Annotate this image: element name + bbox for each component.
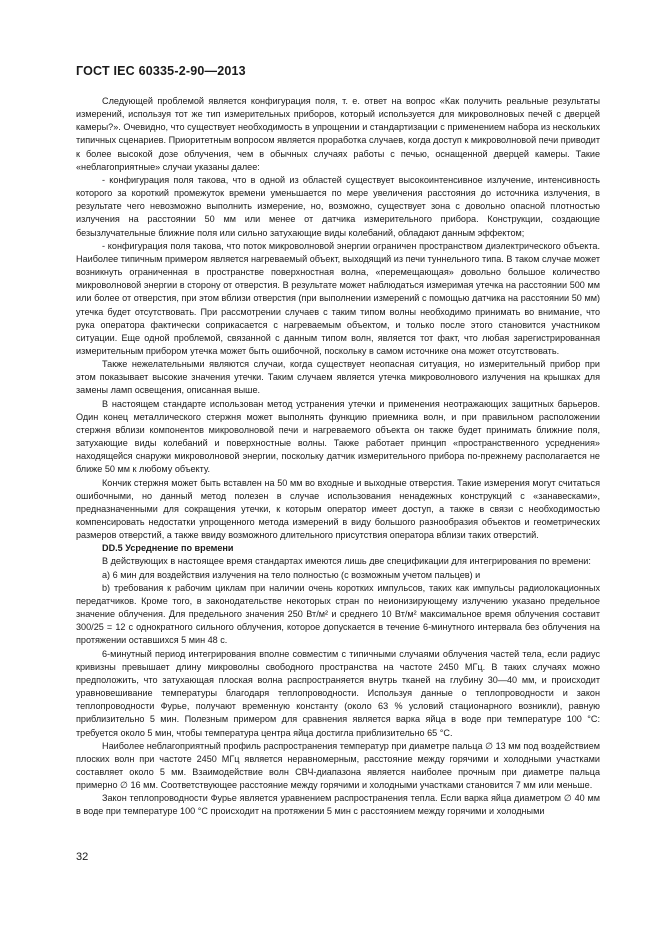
list-item: b) требования к рабочим циклам при наличии очень коротких импульсов, таких как импульсы радиолокационных передатчиков. Кроме того, в законодательстве некоторых стран по неионизирующему излучению указано предельное значение облучения. Для предельного значения 250 Вт/м² и среднего 10 Вт/м² максимальное время облучения составит 300/25 = 12 с однократного сильного облучения, которое допускается в течение 6-минутного интервала без облучения на протяжении оставшихся 5 мин 48 с. — [76, 582, 600, 646]
document-body — [76, 95, 600, 819]
section-heading: DD.5 Усреднение по времени — [102, 543, 234, 554]
paragraph: Также нежелательными являются случаи, когда существует неопасная ситуация, но измерительный прибор при этом показывает высокие значения утечки. Таким случаем является утечка микроволнового излучения на крышках для замены ламп освещения, описанная выше. — [76, 359, 600, 396]
paragraph: Закон теплопроводности Фурье является уравнением распространения тепла. Если варка яйца диаметром ∅ 40 мм в воде при температуре 100 °С происходит на протяжении 5 мин с расстоянием между горячими и холодными — [76, 793, 600, 817]
page-number: 32 — [76, 851, 89, 863]
paragraph: 6-минутный период интегрирования вполне совместим с типичными случаями облучения частей тела, если радиус кривизны превышает длину микроволны свободного пространства на частоте 2450 МГц. В таких случаях можно предположить, что затухающая плоская волна распространяется внутрь тканей на глубину 30—40 мм, и происходит уравновешивание температуры благодаря теплопроводности. Используя данные о теплопроводности и закон теплопроводности Фурье, получают временную константу (около 63 % условий стационарного возникли), равную приблизительно 5 мин. Полезным примером для сравнения является варка яйца в воде при температуре 100 °С: требуется около 5 мин, чтобы температура центра яйца достигла приблизительно 65 °С. — [76, 648, 600, 738]
paragraph: В настоящем стандарте использован метод устранения утечки и применения неотражающих защитных барьеров. Один конец металлического стержня может выполнять функцию приемника волн, и при правильном расположении стержня вблизи компонентов микроволновой печи и нагреваемого объекта он также будет принимать ближние поля, затухающие виды колебаний и поверхностные волны. Также работает принцип «пространственного усреднения» находящейся снаружи микроволновой энергии, поскольку датчик измерительного прибора по-прежнему располагается не ближе 50 мм к любому объекту. — [76, 398, 600, 475]
list-item: а) 6 мин для воздействия излучения на тело полностью (с возможным учетом пальцев) и — [102, 569, 481, 580]
document-header: ГОСТ IEC 60335-2-90—2013 — [76, 64, 246, 78]
paragraph: Следующей проблемой является конфигурация поля, т. е. ответ на вопрос «Как получить реальные результаты измерений, используя тот же тип измерительных приборов, который используется для микроволновых печей с дверцей камеры?». Очевидно, что существует необходимость в упрощении и стандартизации с применением набора из нескольких типичных сценариев. Приоритетным вопросом является проработка случаев, когда доступ к микроволновой печи приводит к более высокой дозе облучения, чем в обычных случаях работы с печью, оснащенной дверцей камеры. Такие «неблагоприятные» случаи указаны далее: — [76, 96, 600, 172]
paragraph: В действующих в настоящее время стандартах имеются лишь две спецификации для интегрирования по времени: — [102, 556, 591, 567]
list-item: - конфигурация поля такова, что поток микроволновой энергии ограничен пространством диэлектрического объекта. Наиболее типичным примером является нагреваемый объект, выходящий из печи туннельного типа. В таком случае может возникнуть ограниченная в пространстве поверхностная волна, «перемещающая» довольно большое количество микроволновой энергии в сторону от отверстия. В результате может наблюдаться измеримая утечка на расстоянии 500 мм или более от отверстия, при этом вблизи отверстия (при выполнении измерений с помощью датчика на расстоянии 50 мм) утечка будет отсутствовать. При рассмотрении случаев с таким типом волны необходимо принимать во внимание, что рука оператора фактически соприкасается с нагреваемым объектом, и только после этого становится участником ситуации. Еще одной проблемой, связанной с данным типом волн, является тот факт, что любая зарегистрированная измерительным прибором утечка может быть ошибочной, поскольку в самом источнике она может отсутствовать. — [76, 240, 600, 356]
paragraph: Кончик стержня может быть вставлен на 50 мм во входные и выходные отверстия. Такие измерения могут считаться ошибочными, но данный метод полезен в случае использования ненадежных конструкций с «занавесками», предназначенными для сокращения утечки, к которым оператор имеет доступ, а также в связи с необходимостью компенсировать недостатки упрощенного метода измерений в виду большого разнообразия объектов и геометрических размеров отверстий, а также ввиду возможного длительного присутствия оператора вблизи таких отверстий. — [76, 477, 600, 541]
list-item: - конфигурация поля такова, что в одной из областей существует высокоинтенсивное излучение, интенсивность которого за короткий промежуток времени уменьшается по мере увеличения расстояния до источника излучения, в результате чего невозможно выполнить измерение, но, возможно, существует зона с довольно опасной плотностью излучения на расстоянии 50 мм или менее от датчика измерительного прибора. Конструкции, создающие безызлучательные ближние поля или сильно затухающие виды колебаний, обладают данным эффектом; — [76, 174, 600, 238]
paragraph: Наиболее неблагоприятный профиль распространения температур при диаметре пальца ∅ 13 мм под воздействием плоских волн при частоте 2450 МГц является неравномерным, расстояние между горячими и холодными участками составляет около 5 мм. Взаимодействие волн СВЧ-диапазона является наиболее прочным при диаметре пальца примерно ∅ 16 мм. Соответствующее расстояние между горячими и холодными участками становится 7 мм или меньше. — [76, 740, 600, 791]
